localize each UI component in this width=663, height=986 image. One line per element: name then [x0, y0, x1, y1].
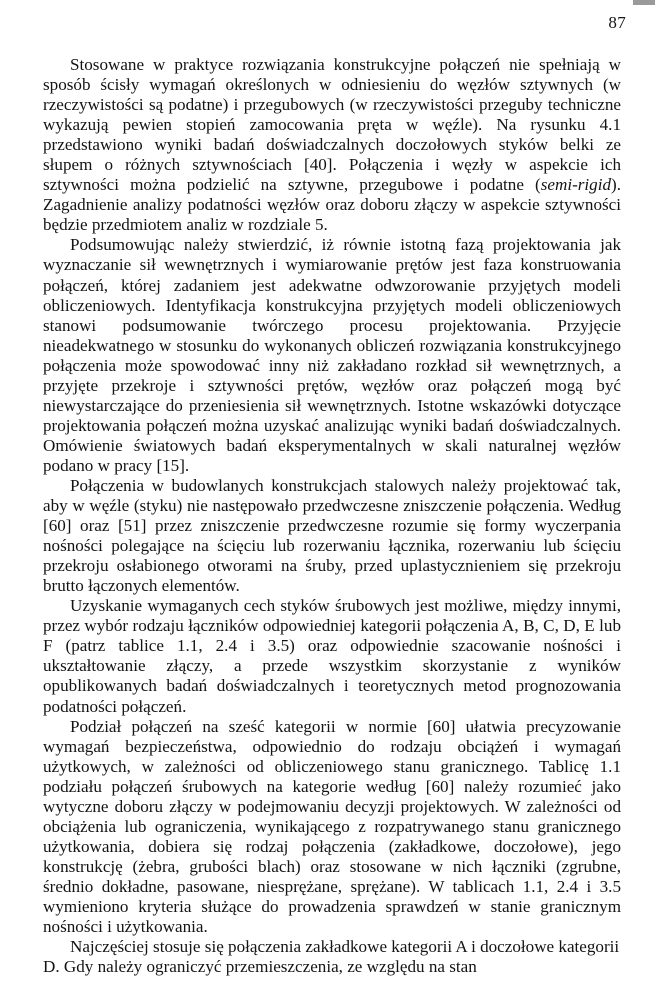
- paragraph-1-italic-term: semi-rigid: [540, 175, 612, 195]
- paragraph-2: Podsumowując należy stwierdzić, iż równie istotną fazą projektowania jak wyznaczanie sił wewnętrznych i wymiarowanie prętów jest faza konstruowania połączeń, której zadaniem jest adekwatne odwzorowanie przyjętych modeli obliczeniowych. Identyfikacja konstrukcyjna przyjętych modeli obliczeniowych stanowi podsumowanie twórczego procesu projektowania. Przyjęcie nieadekwatnego w stosunku do wykonanych obliczeń rozwiązania konstrukcyjnego połączenia może spowodować inny niż zakładano rozkład sił wewnętrznych, a przyjęte przekroje i sztywności prętów, węzłów oraz połączeń mogą być niewystarczające do przeniesienia sił wewnętrznych. Istotne wskazówki dotyczące projektowania połączeń można uzyskać analizując wyniki badań doświadczalnych. Omówienie światowych badań eksperymentalnych w skali naturalnej węzłów podano w pracy [15].: [43, 235, 621, 475]
- paragraph-6: Najczęściej stosuje się połączenia zakładkowe kategorii A i doczołowe kategorii D. Gdy należy ograniczyć przemieszczenia, ze względu na stan: [43, 937, 620, 977]
- paragraph-3: Połączenia w budowlanych konstrukcjach stalowych należy projektować tak, aby w węźle (styku) nie następowało przedwczesne zniszczenie połączenia. Według [60] oraz [51] przez zniszczenie przedwczesne rozumie się formy wyczerpania nośności polegające na ścięciu lub rozerwaniu łącznika, rozerwaniu lub ścięciu przekroju osłabionego otworami na śruby, przed uplastycznieniem się przekroju brutto łączonych elementów.: [43, 475, 621, 596]
- body-text-column: [43, 55, 621, 977]
- paragraph-1: [43, 55, 621, 235]
- scan-edge-artifact: [633, 0, 655, 5]
- paragraph-1-text-after-italic: ). Zagadnienie analizy podatności węzłów oraz doboru złączy w aspekcie sztywności będzie przedmiotem analiz w rozdziale 5.: [43, 175, 621, 235]
- paragraph-1-text-before-italic: Stosowane w praktyce rozwiązania konstrukcyjne połączeń nie spełniają w sposób ścisły wymagań określonych w odniesieniu do węzłów sztywnych (w rzeczywistości są podatne) i przegubowych (w rzeczywistości przeguby techniczne wykazują pewien stopień zamocowania pręta w węźle). Na rysunku 4.1 przedstawiono wyniki badań doświadczalnych doczołowych styków belki ze słupem o różnych sztywnościach [40]. Połączenia i węzły w aspekcie ich sztywności można podzielić na sztywne, przegubowe i podatne (: [43, 55, 621, 195]
- paragraph-4: Uzyskanie wymaganych cech styków śrubowych jest możliwe, między innymi, przez wybór rodzaju łączników odpowiedniej kategorii połączenia A, B, C, D, E lub F (patrz tablice 1.1, 2.4 i 3.5) oraz odpowiednie szacowanie nośności i ukształtowanie złączy, a przede wszystkim skorzystanie z wyników opublikowanych badań doświadczalnych i teoretycznych metod prognozowania podatności połączeń.: [43, 596, 621, 716]
- page-number: 87: [608, 13, 626, 32]
- paragraph-5: Podział połączeń na sześć kategorii w normie [60] ułatwia precyzowanie wymagań bezpieczeństwa, odpowiednio do rodzaju obciążeń i wymagań użytkowych, w zależności od obliczeniowego stanu granicznego. Tablicę 1.1 podziału połączeń śrubowych na kategorie według [60] należy rozumieć jako wytyczne doboru złączy w podejmowaniu decyzji projektowych. W zależności od obciążenia lub ograniczenia, wynikającego z rozpatrywanego stanu granicznego użytkowania, dobiera się rodzaj połączenia (zakładkowe, doczołowe), jego konstrukcję (żebra, grubości blach) oraz stosowane w nich łączniki (zgrubne, średnio dokładne, pasowane, niesprężane, sprężane). W tablicach 1.1, 2.4 i 3.5 wymieniono kryteria służące do prowadzenia sprawdzeń w stanie granicznym nośności i użytkowania.: [43, 716, 621, 937]
